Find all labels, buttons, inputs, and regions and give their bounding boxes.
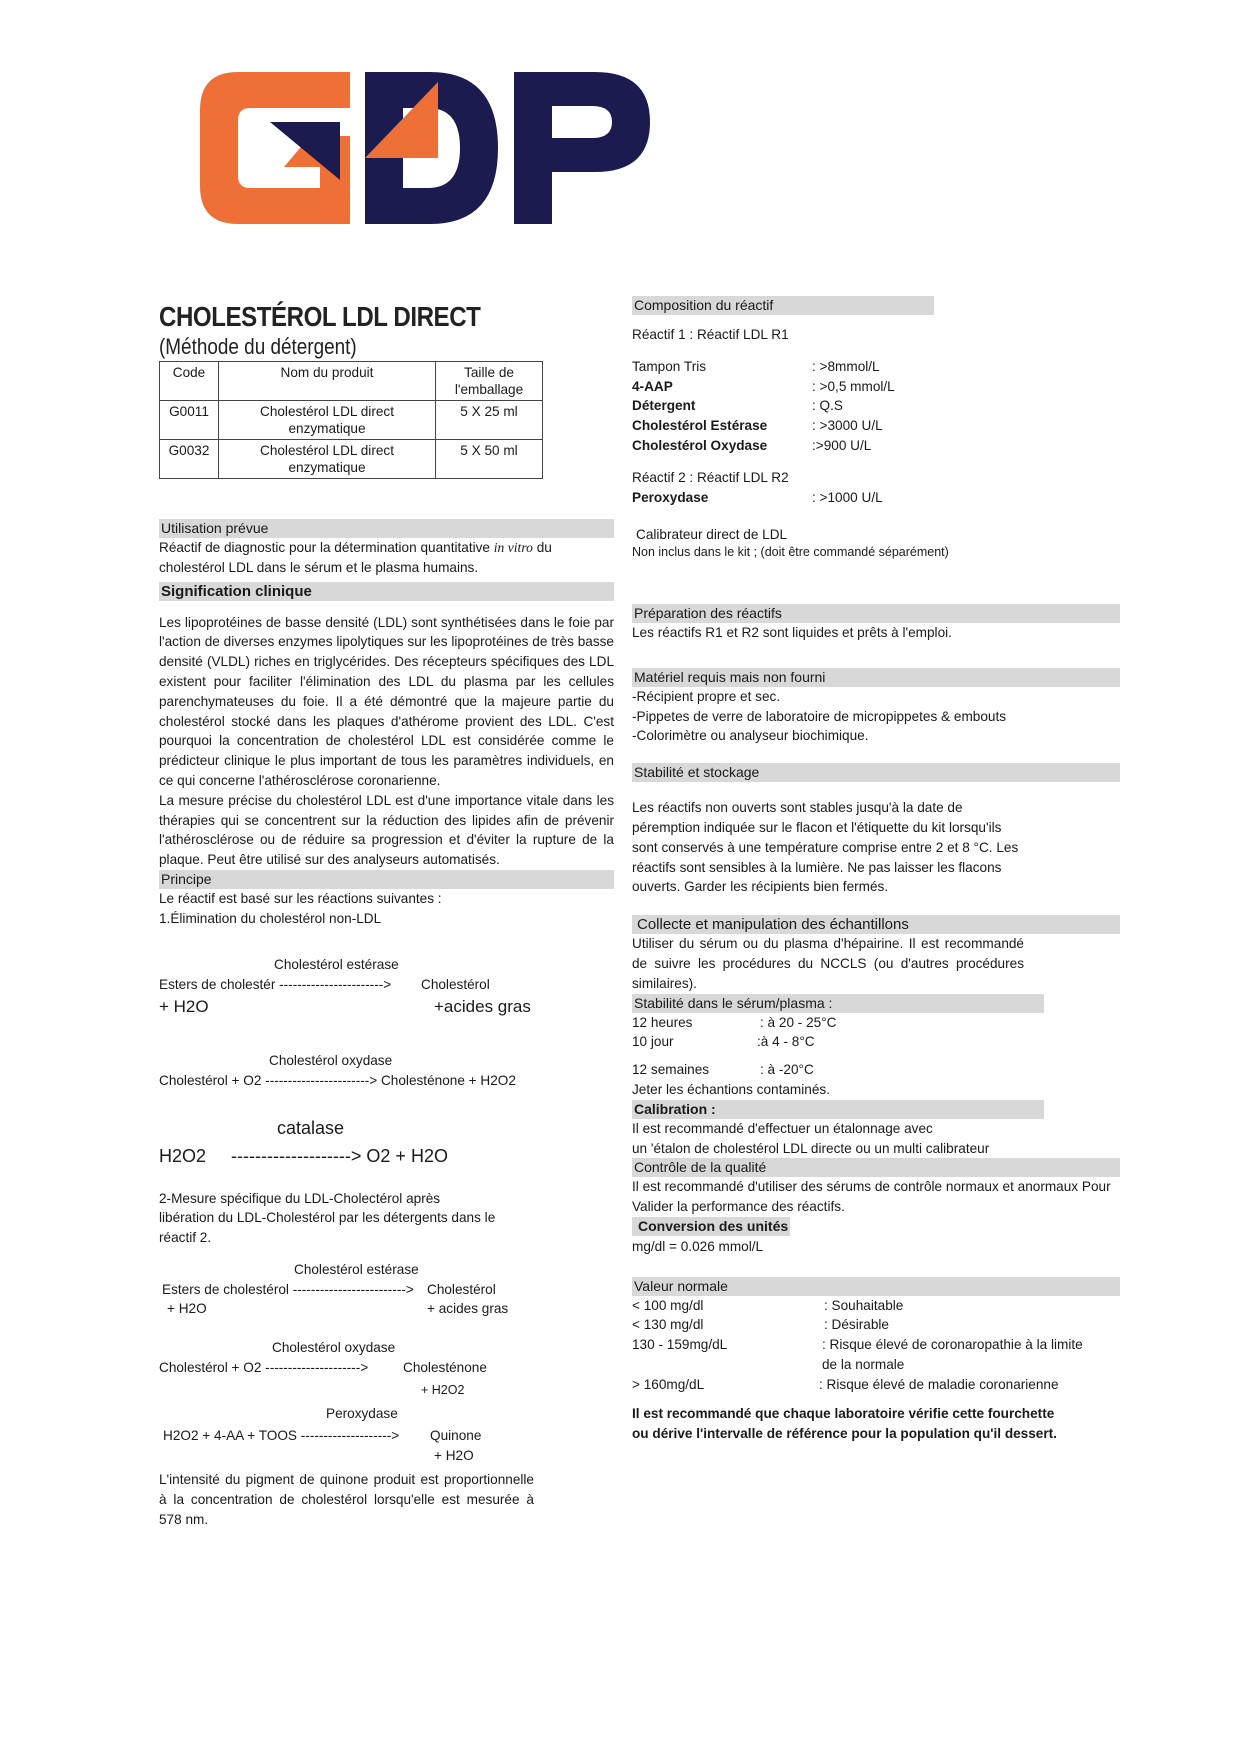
section-heading: Stabilité dans le sérum/plasma : <box>632 994 1044 1013</box>
list-item <box>632 1060 1120 1080</box>
item-value: : >3000 U/L <box>812 418 883 434</box>
reaction-right2: + acides gras <box>427 1300 509 1316</box>
item-value: : >1000 U/L <box>812 489 883 505</box>
item-key: 12 semaines <box>632 1062 710 1078</box>
item-key: < 100 mg/dl <box>632 1297 704 1313</box>
reaction-left: Esters de cholestérol -------------------------> <box>162 1281 414 1297</box>
table-cell: G0032 <box>160 440 219 479</box>
list-item <box>632 436 1120 456</box>
product-table <box>159 361 543 479</box>
section-heading: Signification clinique <box>159 582 614 601</box>
reaction-left: Esters de cholestér -----------------------> <box>159 976 392 992</box>
reaction-enzyme: Cholestérol estérase <box>274 956 399 972</box>
logo-text <box>200 72 202 73</box>
utilisation-italic: in vitro <box>493 540 533 555</box>
item-key: 4-AAP <box>632 378 673 394</box>
table-row <box>160 440 543 479</box>
r1-list <box>632 357 1120 456</box>
reaction-line: H2O2 --------------------> O2 + H2O <box>159 1145 448 1166</box>
reaction-left: Cholestérol + O2 ---------------------> <box>159 1359 369 1375</box>
signification-p2: La mesure précise du cholestérol LDL est d'une importance vitale dans les thérapies qui se concentrent sur la réduction des lipides afin de prévenir l'athérosclérose ou de réduire sa progression et d'éviter la rupture de la plaque. Peut être utilisé sur des analyseurs automatisés. <box>159 792 614 868</box>
item-key: Cholestérol Oxydase <box>632 437 768 453</box>
item-value: : Q.S <box>812 398 843 414</box>
utilisation-text <box>159 538 614 578</box>
collecte-text: Utiliser du sérum ou du plasma d'hépairine. Il est recommandé de suivre les procédures du NCCLS (ou d'autres procédures similaires). <box>632 936 1024 991</box>
reaction-left2: + H2O <box>167 1300 207 1316</box>
section-heading: Contrôle de la qualité <box>632 1158 1120 1177</box>
r2-title: Réactif 2 : Réactif LDL R2 <box>632 469 789 485</box>
section-heading: Utilisation prévue <box>159 519 614 538</box>
principe-intro: Le réactif est basé sur les réactions suivantes : <box>159 890 442 906</box>
table-cell: G0011 <box>160 401 219 440</box>
list-item <box>632 1375 1120 1395</box>
item-value: : à 20 - 25°C <box>760 1014 837 1030</box>
principe-conclusion: L'intensité du pigment de quinone produit est proportionnelle à la concentration de cholestérol lorsqu'elle est mesurée à 578 nm. <box>159 1471 534 1527</box>
item-key: 130 - 159mg/dL <box>632 1337 728 1353</box>
list-item <box>632 357 1120 377</box>
item-key: Tampon Tris <box>632 358 707 374</box>
item-key: < 130 mg/dl <box>632 1317 704 1333</box>
reaction-5 <box>159 1326 614 1404</box>
item-value: :>900 U/L <box>812 437 872 453</box>
reaction-3 <box>159 1093 614 1179</box>
item-value: : Risque élevé de maladie coronarienne <box>819 1376 1059 1392</box>
reaction-2 <box>159 1021 614 1093</box>
section-heading: Principe <box>159 870 614 889</box>
section-heading: Composition du réactif <box>632 296 934 315</box>
calibrator-note: Non inclus dans le kit ; (doit être commandé séparément) <box>632 545 949 560</box>
item-value: : Risque élevé de coronaropathie à la limite de la normale <box>822 1337 1083 1372</box>
utilisation-text-b: du cholestérol LDL dans le sérum et le plasma humains. <box>159 540 552 575</box>
reaction-right: Cholestérol <box>427 1281 496 1297</box>
reaction-4 <box>159 1248 614 1326</box>
list-item: -Récipient propre et sec. <box>632 688 781 704</box>
reaction-left: H2O2 + 4-AA + TOOS --------------------> <box>163 1427 400 1443</box>
item-value: : >8mmol/L <box>812 358 880 374</box>
principe-step2: 2-Mesure spécifique du LDL-Cholectérol après libération du LDL-Cholestérol par les détergents dans le réactif 2. <box>159 1190 496 1246</box>
stab-note: Jeter les échantions contaminés. <box>632 1081 830 1097</box>
list-item <box>632 377 1120 397</box>
item-value: : à -20°C <box>760 1062 814 1078</box>
stabilite-text: Les réactifs non ouverts sont stables jusqu'à la date de péremption indiquée sur le flacon et l'étiquette du kit lorsqu'ils sont conservés à une température comprise entre 2 et 8 °C. Les réactifs sont sensibles à la lumière. Ne pas laisser les flacons ouverts. Garder les récipients bien fermés. <box>632 800 1019 895</box>
list-item <box>632 1335 1120 1375</box>
r1-title: Réactif 1 : Réactif LDL R1 <box>632 327 789 342</box>
list-item <box>632 1315 1120 1335</box>
section-heading: Préparation des réactifs <box>632 604 1120 623</box>
table-header: Nom du produit <box>219 362 436 401</box>
principe-step1: 1.Élimination du cholestérol non-LDL <box>159 910 382 926</box>
table-cell: Cholestérol LDL direct enzymatique <box>219 440 436 479</box>
conversion-text: mg/dl = 0.026 mmol/L <box>632 1238 764 1254</box>
signification-p1: Les lipoprotéines de basse densité (LDL) sont synthétisées dans le foie par l'action de diverses enzymes lipolytiques sur les lipoprotéines de très basse densité (VLDL) riches en triglycérides. Des récepteurs spécifiques des LDL existent pour faciliter l'élimination des LDL du plasma par les cellules parenchymateuses du foie. Il a été démontré que la majeure partie du cholestérol stocké dans les plaques d'athérome provient des LDL. C'est pourquoi la concentration de cholestérol LDL est considérée comme le prédicteur clinique le plus important de tous les paramètres individuels, en ce qui concerne l'athérosclérose coronarienne. <box>159 614 614 788</box>
reaction-right2: +acides gras <box>434 996 531 1016</box>
controle-text: Il est recommandé d'utiliser des sérums de contrôle normaux et anormaux Pour Valider la performance des réactifs. <box>632 1179 1111 1215</box>
utilisation-text-a: Réactif de diagnostic pour la détermination quantitative <box>159 540 490 555</box>
item-value: : >0,5 mmol/L <box>812 378 895 394</box>
table-header: Taille de l'emballage <box>436 362 543 401</box>
preparation-text: Les réactifs R1 et R2 sont liquides et prêts à l'emploi. <box>632 624 952 640</box>
table-row <box>160 401 543 440</box>
section-heading: Collecte et manipulation des échantillons <box>632 915 1120 934</box>
section-heading: Valeur normale <box>632 1277 1120 1296</box>
list-item: -Pippetes de verre de laboratoire de micropippetes & embouts <box>632 708 1007 724</box>
table-header-row <box>160 362 543 401</box>
item-key: 12 heures <box>632 1014 693 1030</box>
left-column <box>159 296 614 1529</box>
list-item: -Colorimètre ou analyseur biochimique. <box>632 728 869 744</box>
reaction-enzyme: Cholestérol oxydase <box>272 1339 396 1355</box>
table-header: Code <box>160 362 219 401</box>
reaction-right: Cholesténone <box>403 1359 487 1375</box>
section-heading: Calibration : <box>632 1100 1044 1119</box>
list-item <box>632 488 1120 508</box>
list-item <box>632 1013 1120 1033</box>
reaction-right2: + H2O <box>434 1447 474 1463</box>
reaction-enzyme: Peroxydase <box>326 1405 398 1421</box>
reaction-enzyme: Cholestérol estérase <box>294 1261 419 1277</box>
item-key: Cholestérol Estérase <box>632 418 768 434</box>
item-value: :à 4 - 8°C <box>757 1034 815 1050</box>
reaction-enzyme: Cholestérol oxydase <box>269 1052 393 1068</box>
item-value: : Désirable <box>824 1317 889 1333</box>
reaction-enzyme: catalase <box>277 1117 345 1138</box>
right-column <box>632 296 1120 1444</box>
section-heading: Stabilité et stockage <box>632 763 1120 782</box>
gdp-logo <box>200 72 650 224</box>
reaction-6 <box>159 1404 614 1470</box>
list-item <box>632 416 1120 436</box>
valeur-note: Il est recommandé que chaque laboratoire vérifie cette fourchette ou dérive l'intervalle de référence pour la population qu'il dessert. <box>632 1406 1057 1442</box>
item-key: Détergent <box>632 398 696 414</box>
reaction-right: Quinone <box>430 1427 482 1443</box>
list-item <box>632 1296 1120 1316</box>
reaction-left2: + H2O <box>159 996 209 1016</box>
section-heading: Matériel requis mais non fourni <box>632 668 1120 687</box>
reaction-1 <box>159 929 614 1021</box>
reaction-line: Cholestérol + O2 -----------------------> Cholesténone + H2O2 <box>159 1072 516 1088</box>
calibration-text1: Il est recommandé d'effectuer un étalonnage avec <box>632 1120 933 1136</box>
reaction-right2: + H2O2 <box>421 1382 465 1397</box>
table-cell: 5 X 25 ml <box>436 401 543 440</box>
item-key: 10 jour <box>632 1034 674 1050</box>
item-key: Peroxydase <box>632 489 709 505</box>
section-heading: Conversion des unités <box>632 1217 790 1236</box>
page-subtitle: (Méthode du détergent) <box>159 334 357 359</box>
item-key: > 160mg/dL <box>632 1376 705 1392</box>
page-title: CHOLESTÉROL LDL DIRECT <box>159 301 481 332</box>
list-item <box>632 396 1120 416</box>
table-cell: 5 X 50 ml <box>436 440 543 479</box>
table-cell: Cholestérol LDL direct enzymatique <box>219 401 436 440</box>
calibrator-title: Calibrateur direct de LDL <box>636 527 788 543</box>
item-value: : Souhaitable <box>824 1297 904 1313</box>
calibration-text2: un 'étalon de cholestérol LDL directe ou un multi calibrateur <box>632 1140 990 1156</box>
reaction-right: Cholestérol <box>421 976 490 992</box>
list-item <box>632 1032 1120 1052</box>
